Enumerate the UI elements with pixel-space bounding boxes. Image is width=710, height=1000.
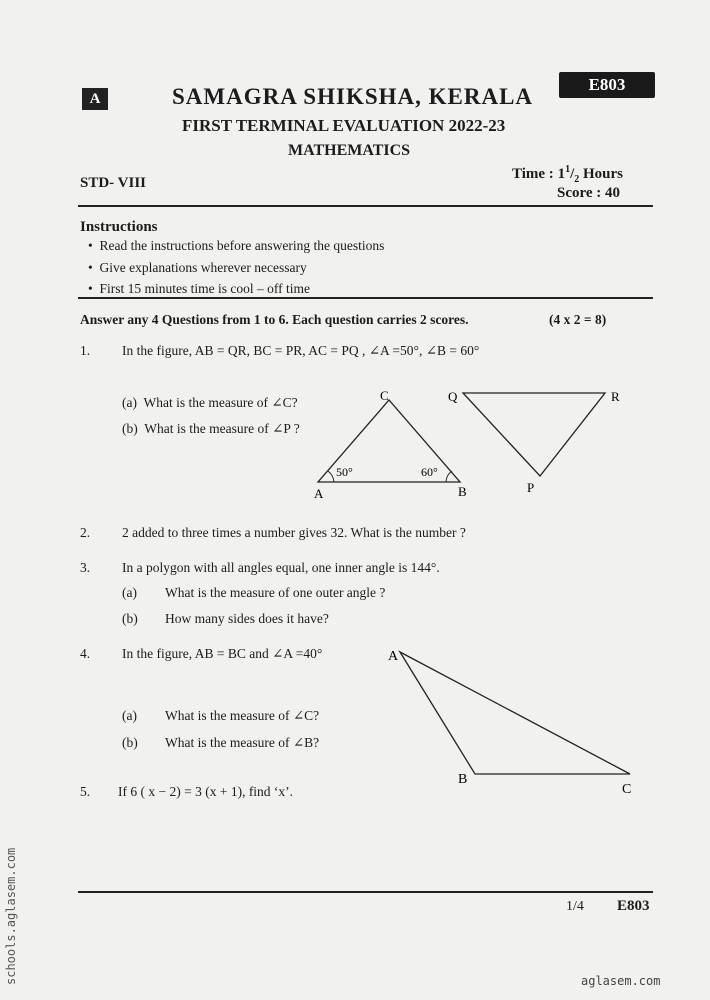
paper-code-badge: E803 [559,72,655,98]
label-A: A [388,649,399,664]
sub-question: What is the measure of ∠C? [165,708,320,723]
section-marks: (4 x 2 = 8) [549,312,607,327]
bottom-watermark: aglasem.com [581,974,661,988]
footer-divider [78,891,653,893]
exam-title: FIRST TERMINAL EVALUATION 2022-23 [182,116,506,135]
sub-question-label: (a) [122,585,137,600]
page-number: 1/4 [566,899,584,914]
header-divider [78,205,653,207]
section-heading: Answer any 4 Questions from 1 to 6. Each question carries 2 scores. [80,312,469,327]
footer-code: E803 [617,898,650,914]
instruction-item: • Read the instructions before answering the questions [88,238,385,253]
label-A: A [314,486,324,501]
label-B: B [458,484,467,499]
label-R: R [611,389,620,404]
sub-question-label: (b) [122,735,138,750]
q4-triangle-figure [385,640,645,800]
question-text: If 6 ( x − 2) = 3 (x + 1), find ‘x’. [118,784,294,799]
question-number: 3. [80,560,91,575]
angle-A: 50° [336,465,353,479]
question-text: In a polygon with all angles equal, one inner angle is 144°. [122,560,440,575]
sub-question: What is the measure of one outer angle ? [165,585,386,600]
subject-title: MATHEMATICS [288,142,411,159]
label-C: C [380,388,389,403]
score-label: Score : 40 [557,185,621,201]
instruction-item: • Give explanations wherever necessary [88,260,307,275]
instruction-item: • First 15 minutes time is cool – off time [88,281,310,296]
std-label: STD- VIII [80,175,146,191]
label-B: B [458,772,468,787]
question-text: In the figure, AB = BC and ∠A =40° [122,646,323,661]
sub-question: What is the measure of ∠B? [165,735,320,750]
question-number: 1. [80,343,91,358]
instructions-heading: Instructions [80,219,158,235]
label-Q: Q [448,389,458,404]
question-number: 4. [80,646,91,661]
board-title: SAMAGRA SHIKSHA, KERALA [172,84,534,109]
sub-question: (b) What is the measure of ∠P ? [122,421,300,436]
question-number: 5. [80,784,91,799]
question-text: 2 added to three times a number gives 32. What is the number ? [122,525,466,540]
sub-question-label: (a) [122,708,137,723]
instructions-divider [78,297,653,299]
label-C: C [622,782,632,797]
q1-triangles-figure [300,380,640,510]
label-P: P [527,480,535,495]
sub-question: (a) What is the measure of ∠C? [122,395,298,410]
sub-question-label: (b) [122,611,138,626]
time-label: Time : $1^1/_2$ Hours [512,164,623,185]
question-number: 2. [80,525,91,540]
side-watermark: schools.aglasem.com [4,847,18,985]
sub-question: How many sides does it have? [165,611,329,626]
question-text: In the figure, AB = QR, BC = PR, AC = PQ , ∠A =50°, ∠B = 60° [122,343,480,358]
set-badge: A [82,88,108,110]
angle-B: 60° [421,465,438,479]
